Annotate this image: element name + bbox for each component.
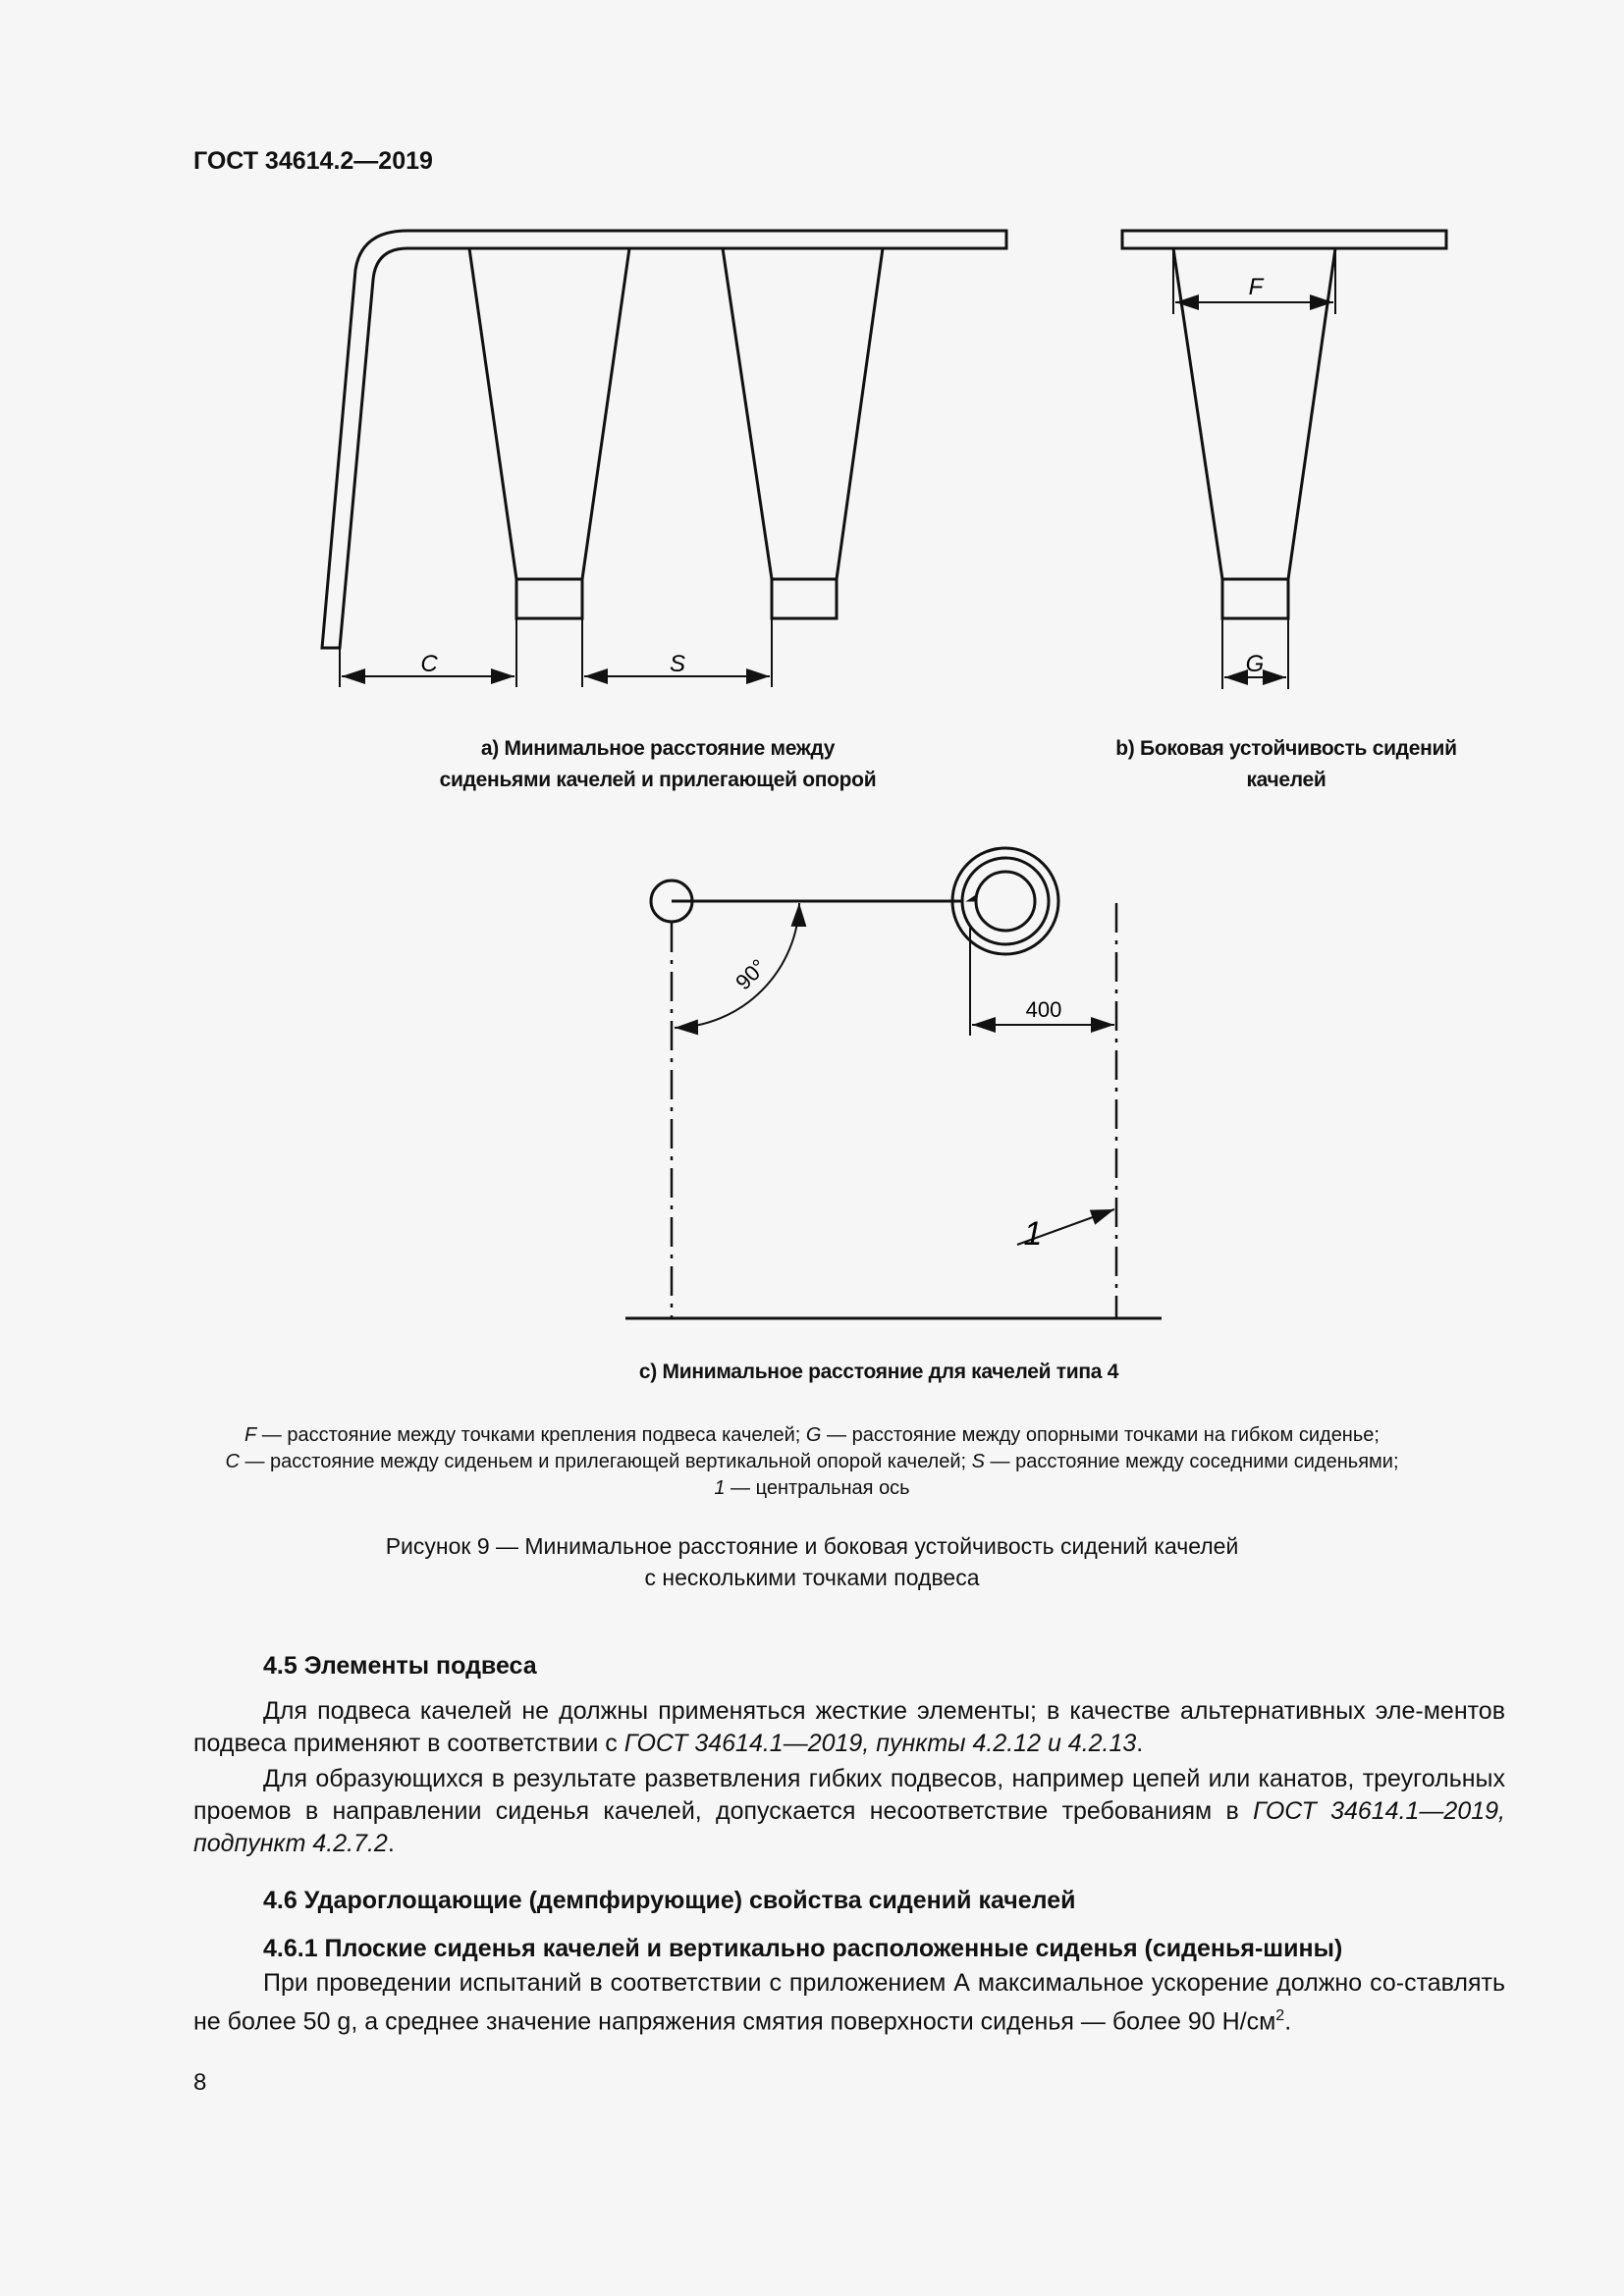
figure-caption: Рисунок 9 — Минимальное расстояние и боковая устойчивость сидений качелей с несколькими точками подвеса bbox=[385, 1533, 1239, 1590]
diagram-c bbox=[625, 848, 1162, 1318]
label-axis: 1 bbox=[1023, 1215, 1043, 1253]
label-f: F bbox=[1248, 274, 1264, 300]
section-4-5-title: 4.5 Элементы подвеса bbox=[263, 1652, 537, 1680]
section-4-6-title: 4.6 Удароглощающие (демпфирующие) свойства сидений качелей bbox=[263, 1887, 1076, 1914]
label-angle: 90° bbox=[731, 954, 772, 995]
document-header: ГОСТ 34614.2—2019 bbox=[193, 147, 433, 175]
diagram-a bbox=[322, 231, 1006, 687]
section-4-6-1-title: 4.6.1 Плоские сиденья качелей и вертикально расположенные сиденья (сиденья-шины) bbox=[263, 1935, 1343, 1962]
label-distance: 400 bbox=[1025, 997, 1062, 1022]
subcaption-c: c) Минимальное расстояние для качелей типа 4 bbox=[638, 1361, 1119, 1383]
page-number: 8 bbox=[193, 2069, 207, 2096]
subcaption-a: a) Минимальное расстояние между сиденьями качелей и прилегающей опорой bbox=[439, 737, 877, 791]
section-4-6-1-paragraph: При проведении испытаний в соответствии с приложением А максимальное ускорение должно со-ставлять не более 50 g, а среднее значение напряжения смятия поверхности сиденья — более 90 $Н/см^2$. bbox=[193, 1969, 1505, 2036]
diagram-b bbox=[1122, 231, 1446, 689]
section-4-5-paragraph-2: Для образующихся в результате разветвления гибких подвесов, например цепей или канатов, треугольных проемов в направлении сиденья качелей, допускается несоответствие требованиям в ГОСТ 34614.1—2019, подпункт 4.2.7.2. bbox=[193, 1765, 1505, 1857]
subcaption-b: b) Боковая устойчивость сидений качелей bbox=[1115, 737, 1457, 791]
figure-legend: F — расстояние между точками крепления подвеса качелей; G — расстояние между опорными точками на гибком сиденье; C — расстояние между сиденьем и прилегающей вертикальной опорой качелей; S — расстояние между соседними сиденьями; 1 — центральная ось bbox=[225, 1424, 1399, 1499]
label-c: C bbox=[420, 651, 438, 677]
label-s: S bbox=[669, 651, 686, 677]
section-4-5-paragraph-1: Для подвеса качелей не должны применяться жесткие элементы; в качестве альтернативных эле-ментов подвеса применяют в соответствии с ГОСТ 34614.1—2019, пункты 4.2.12 и 4.2.13. bbox=[193, 1697, 1505, 1757]
label-g: G bbox=[1245, 651, 1265, 677]
